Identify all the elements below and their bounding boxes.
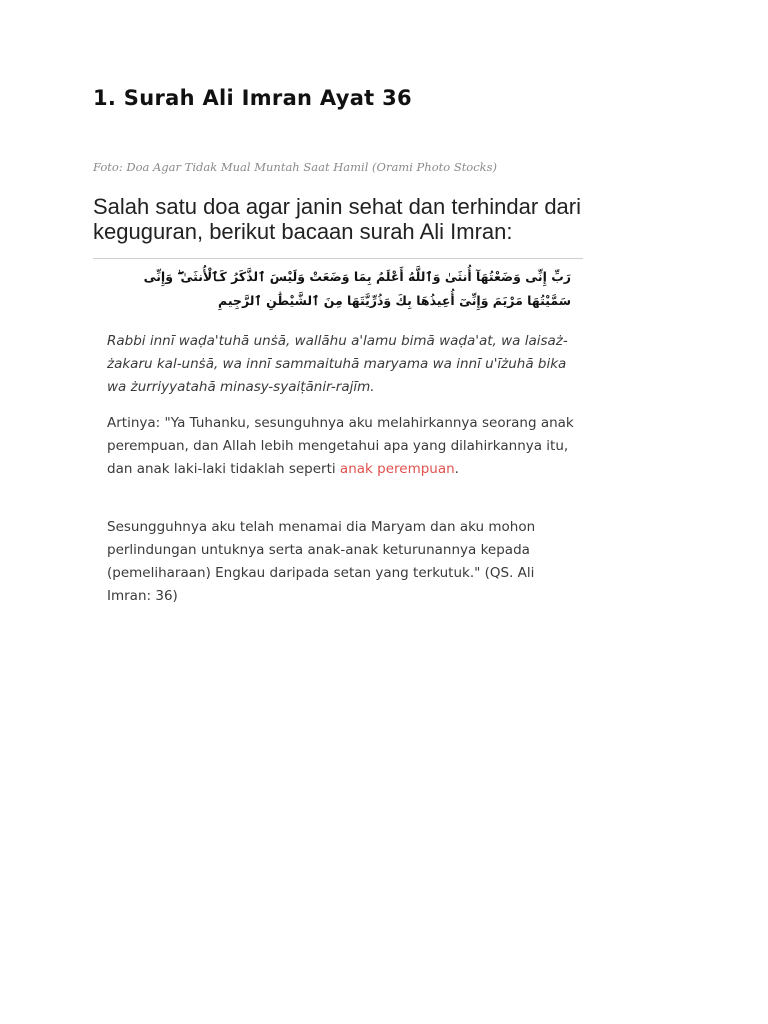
verse-screenshot — [93, 258, 583, 609]
intro-paragraph: Salah satu doa agar janin sehat dan terhindar dari keguguran, berikut bacaan surah Ali Imran: — [93, 194, 582, 244]
section-heading: 1. Surah Ali Imran Ayat 36 — [93, 86, 412, 110]
transliteration-paragraph: Rabbi innī waḍa'tuhā unṡā, wallāhu a'lamu bimā waḍa'at, wa laisaż-żakaru kal-unṡā, wa innī sammaituhā maryama wa innī u'īżuhā bika wa żurriyyatahā minasy-syaiṭānir-rajīm. — [107, 333, 568, 395]
photo-caption: Foto: Doa Agar Tidak Mual Muntah Saat Hamil (Orami Photo Stocks) — [93, 160, 498, 174]
meaning-period: . — [454, 461, 459, 477]
meaning-text: Artinya: "Ya Tuhanku, sesunguhnya aku melahirkannya seorang anak perempuan, dan Allah lebih mengetahui apa yang dilahirkannya itu, dan anak laki-laki tidaklah seperti — [107, 415, 574, 477]
arabic-verse: رَبِّ إِنِّى وَضَعْتُهَآ أُنثَىٰ وَٱللَّهُ أَعْلَمُ بِمَا وَضَعَتْ وَلَيْسَ ٱلذَّكَرُ كَٱلْأُنثَىٰ ۖ وَإِنِّى سَمَّيْتُهَا مَرْيَمَ وَإِنِّىٓ أُعِيذُهَا بِكَ وَذُرِّيَّتَهَا مِنَ ٱلشَّيْطَٰنِ ٱلرَّجِيمِ — [143, 269, 571, 308]
meaning-paragraph — [107, 412, 577, 481]
meaning-continued-paragraph: Sesungguhnya aku telah menamai dia Maryam dan aku mohon perlindungan untuknya serta anak-anak keturunannya kepada (pemeliharaan) Engkau daripada setan yang terkutuk." (QS. Ali Imran: 36) — [107, 519, 536, 604]
anak-perempuan-link[interactable]: anak perempuan — [339, 461, 455, 477]
